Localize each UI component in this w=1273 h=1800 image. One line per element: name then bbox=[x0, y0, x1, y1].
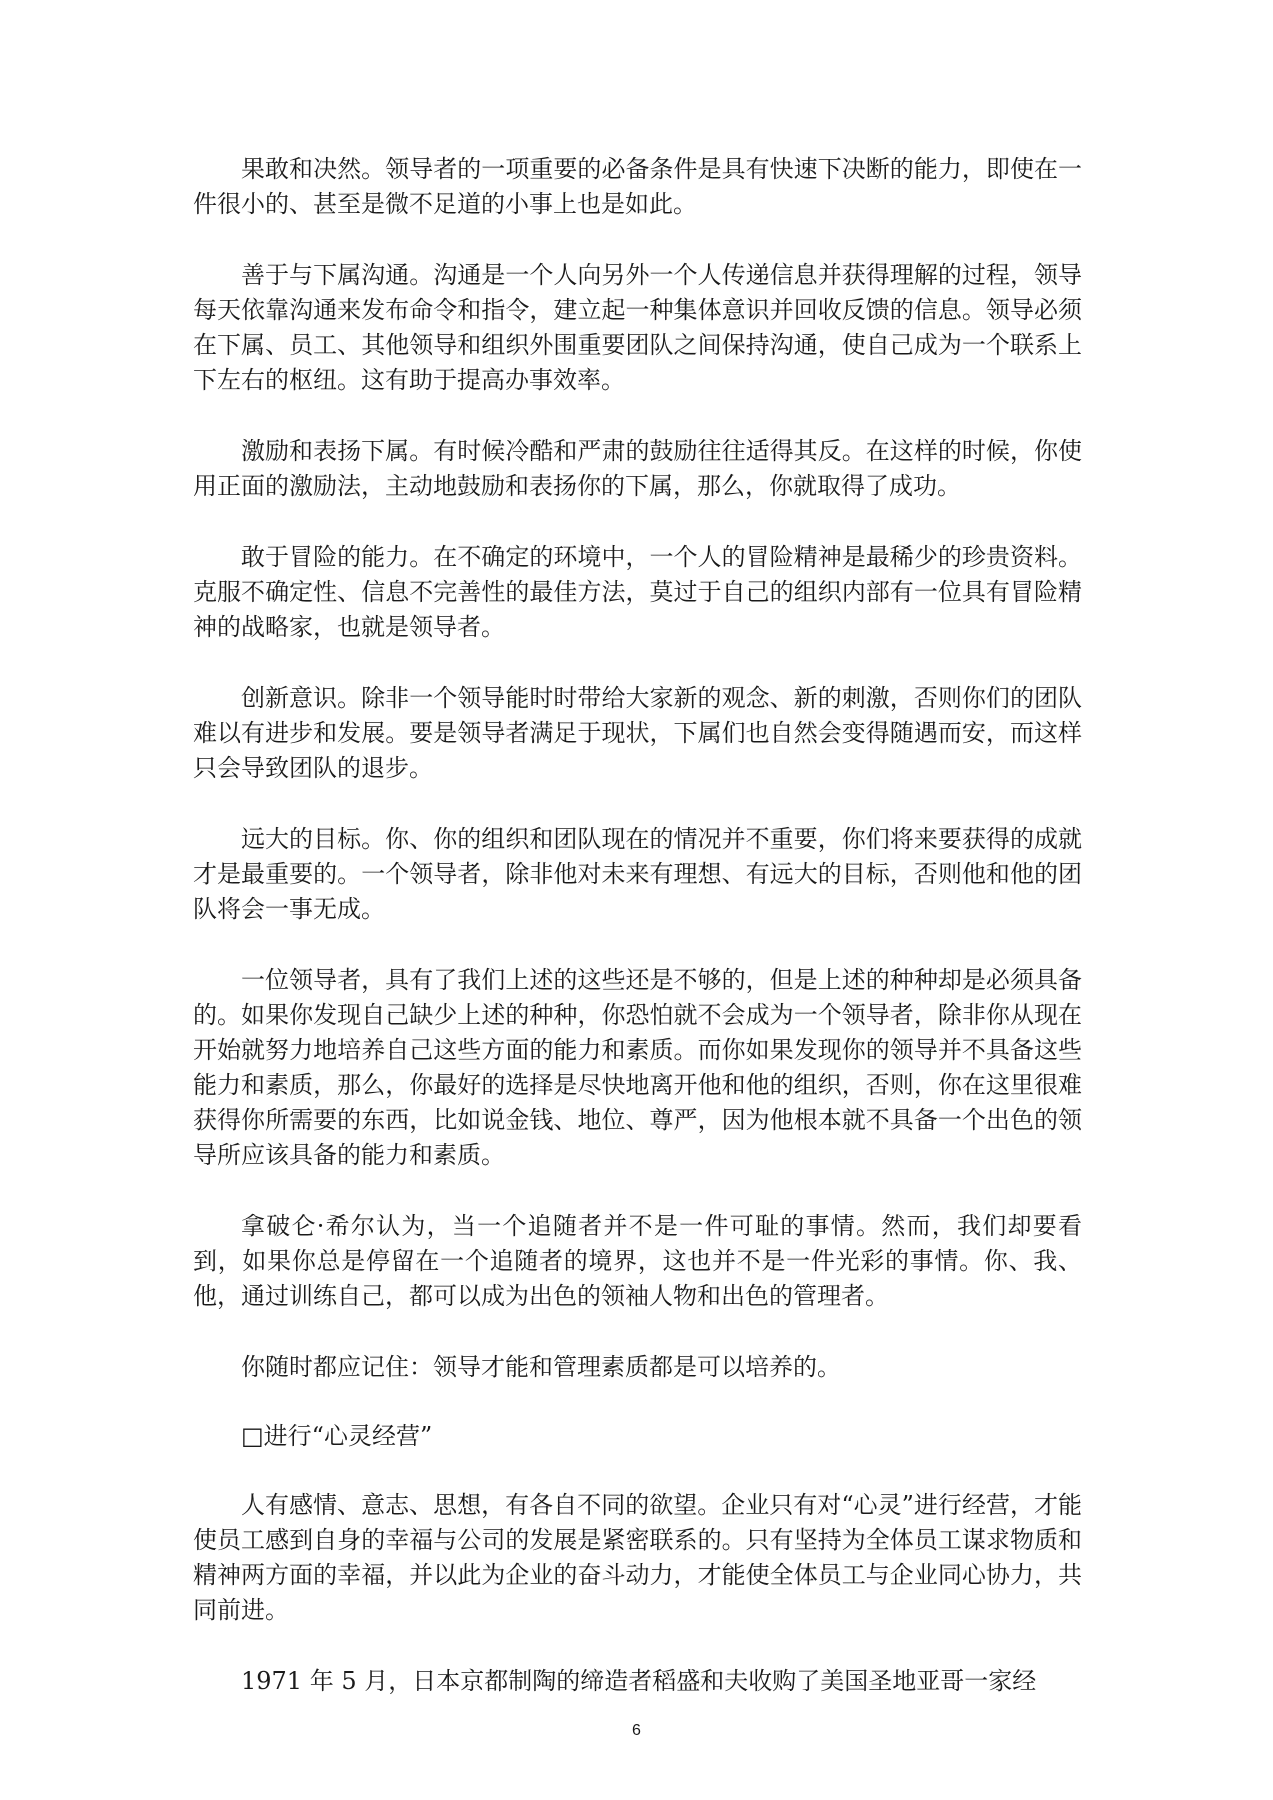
paragraph-leader-qualities: 一位领导者，具有了我们上述的这些还是不够的，但是上述的种种却是必须具备的。如果你发现自己缺少上述的种种，你恐怕就不会成为一个领导者，除非你从现在开始就努力地培养自己这些方面的能力和素质。而你如果发现你的领导并不具备这些能力和素质，那么，你最好的选择是尽快地离开他和他的组织，否则，你在这里很难获得你所需要的东西，比如说金钱、地位、尊严，因为他根本就不具备一个出色的领导所应该具备的能力和素质。 bbox=[193, 966, 1082, 1169]
paragraph-napoleon-hill: 拿破仑·希尔认为，当一个追随者并不是一件可耻的事情。然而，我们却要看到，如果你总是停留在一个追随者的境界，这也并不是一件光彩的事情。你、我、他，通过训练自己，都可以成为出色的领袖人物和出色的管理者。 bbox=[193, 1212, 1082, 1310]
paragraph-innovation: 创新意识。除非一个领导能时时带给大家新的观念、新的刺激，否则你们的团队难以有进步和发展。要是领导者满足于现状，下属们也自然会变得随遇而安，而这样只会导致团队的退步。 bbox=[193, 684, 1082, 782]
paragraph-goals: 远大的目标。你、你的组织和团队现在的情况并不重要，你们将来要获得的成就才是最重要的。一个领导者，除非他对未来有理想、有远大的目标，否则他和他的团队将会一事无成。 bbox=[193, 825, 1082, 923]
paragraph-decisiveness: 果敢和决然。领导者的一项重要的必备条件是具有快速下决断的能力，即使在一件很小的、甚至是微不足道的小事上也是如此。 bbox=[193, 155, 1082, 218]
paragraph-remember: 你随时都应记住：领导才能和管理素质都是可以培养的。 bbox=[241, 1353, 841, 1381]
paragraph-communication: 善于与下属沟通。沟通是一个人向另外一个人传递信息并获得理解的过程，领导每天依靠沟通来发布命令和指令，建立起一种集体意识并回收反馈的信息。领导必须在下属、员工、其他领导和组织外围重要团队之间保持沟通，使自己成为一个联系上下左右的枢纽。这有助于提高办事效率。 bbox=[193, 261, 1082, 394]
paragraph-1971: 1971 年 5 月，日本京都制陶的缔造者稻盛和夫收购了美国圣地亚哥一家经 bbox=[241, 1667, 1037, 1695]
page-number: 6 bbox=[632, 1722, 641, 1739]
section-heading-heart-management: □进行“心灵经营” bbox=[241, 1422, 433, 1450]
paragraph-risk-taking: 敢于冒险的能力。在不确定的环境中，一个人的冒险精神是最稀少的珍贵资料。克服不确定性、信息不完善性的最佳方法，莫过于自己的组织内部有一位具有冒险精神的战略家，也就是领导者。 bbox=[193, 543, 1082, 641]
body-text bbox=[193, 152, 1082, 1735]
paragraph-motivation: 激励和表扬下属。有时候冷酷和严肃的鼓励往往适得其反。在这样的时候，你使用正面的激励法，主动地鼓励和表扬你的下属，那么，你就取得了成功。 bbox=[193, 437, 1082, 500]
paragraph-heart-management: 人有感情、意志、思想，有各自不同的欲望。企业只有对“心灵”进行经营，才能使员工感到自身的幸福与公司的发展是紧密联系的。只有坚持为全体员工谋求物质和精神两方面的幸福，并以此为企业的奋斗动力，才能使全体员工与企业同心协力，共同前进。 bbox=[193, 1491, 1082, 1624]
